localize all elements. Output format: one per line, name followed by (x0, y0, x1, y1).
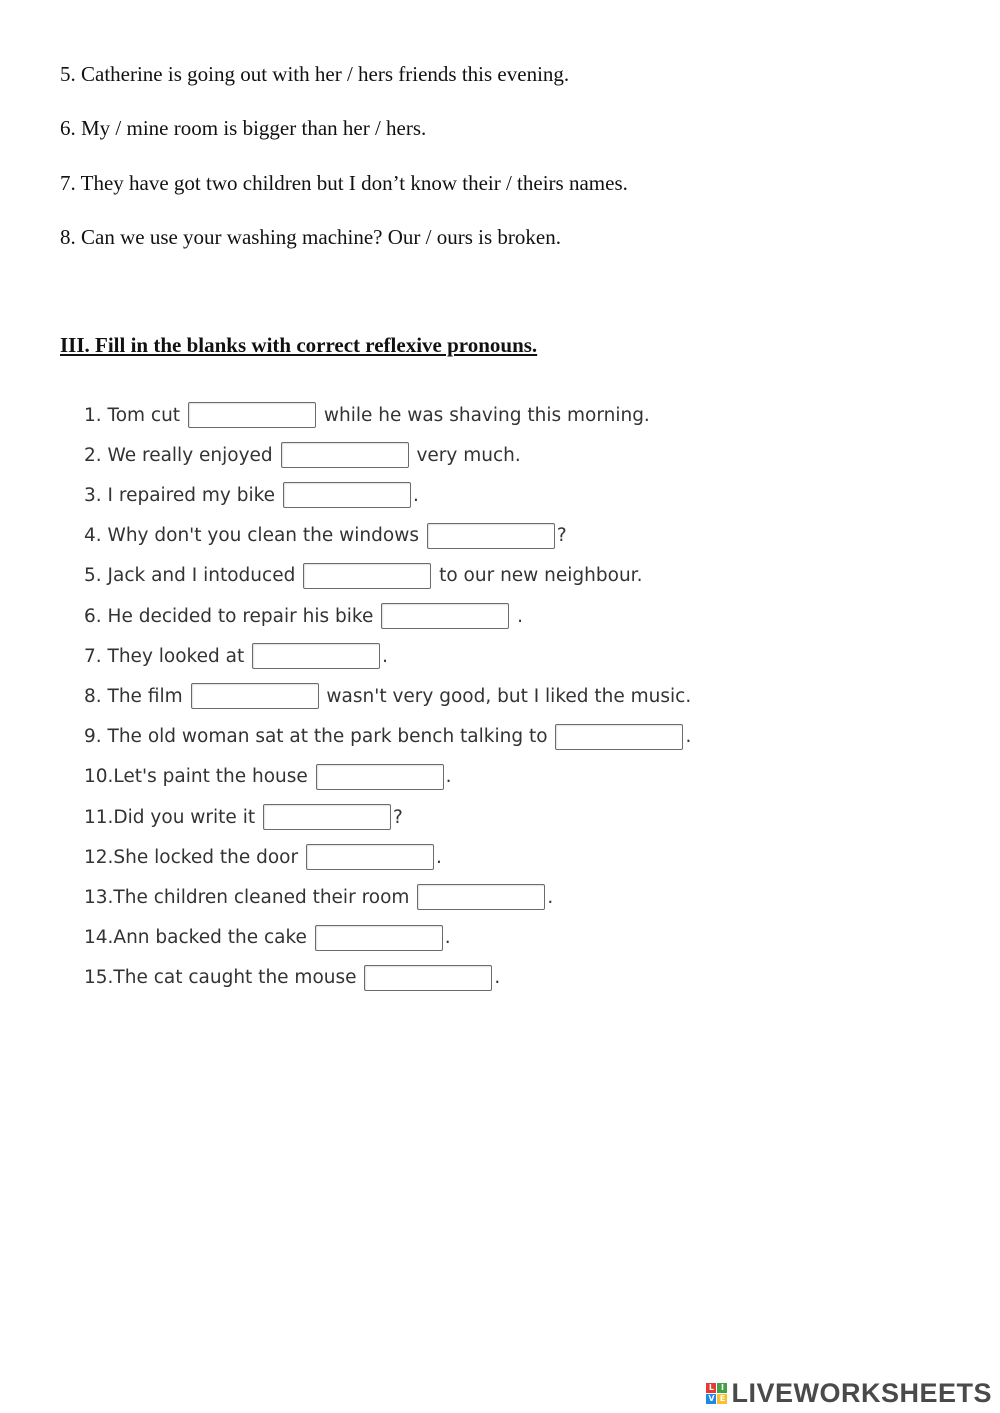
exercise-text-before: 9. The old woman sat at the park bench talking to (84, 726, 554, 748)
exercise-item-10 (84, 763, 452, 791)
exercise-text-after: . (444, 927, 451, 949)
exercise-text-after: . (511, 605, 523, 627)
answer-field-11[interactable] (263, 804, 391, 830)
answer-field-6[interactable] (381, 603, 509, 629)
exercise-item-8 (84, 682, 691, 710)
logo-mark-tile: V (708, 1394, 715, 1403)
exercise-text-after: wasn't very good, but I liked the music. (320, 685, 692, 707)
exercise-text-before: 11.Did you write it (84, 806, 261, 828)
exercise-text-before: 7. They looked at (84, 645, 251, 667)
exercise-text-before: 4. Why don't you clean the windows (84, 525, 425, 547)
sentence-7: 7. They have got two children but I don’t know their / theirs names. (60, 171, 628, 195)
exercise-text-before: 5. Jack and I intoduced (84, 565, 302, 587)
answer-field-7[interactable] (252, 643, 380, 669)
exercise-text-before: 14.Ann backed the cake (84, 927, 313, 949)
exercise-text-before: 10.Let's paint the house (84, 766, 314, 788)
exercise-text-after: while he was shaving this morning. (317, 404, 650, 426)
exercise-item-2 (84, 441, 521, 469)
sentence-8: 8. Can we use your washing machine? Our / ours is broken. (60, 225, 561, 249)
answer-field-9[interactable] (555, 724, 683, 750)
exercise-text-before: 8. The film (84, 685, 189, 707)
exercise-text-after: to our new neighbour. (433, 565, 643, 587)
exercise-text-before: 3. I repaired my bike (84, 484, 281, 506)
answer-field-2[interactable] (281, 442, 409, 468)
exercise-item-14 (84, 924, 451, 952)
exercise-text-after: ? (392, 806, 403, 828)
exercise-item-11 (84, 803, 403, 831)
answer-field-14[interactable] (315, 925, 443, 951)
exercise-text-before: 12.She locked the door (84, 846, 304, 868)
exercise-item-13 (84, 883, 553, 911)
exercise-item-15 (84, 964, 500, 992)
exercise-text-after: . (382, 645, 388, 667)
answer-field-5[interactable] (303, 563, 431, 589)
exercise-text-before: 1. Tom cut (84, 404, 186, 426)
logo-mark-icon (706, 1383, 727, 1404)
answer-field-10[interactable] (316, 764, 444, 790)
exercise-text-after: . (412, 484, 419, 506)
answer-field-3[interactable] (283, 482, 411, 508)
answer-field-8[interactable] (191, 683, 319, 709)
logo-text: LIVEWORKSHEETS (731, 1378, 992, 1408)
exercise-text-after: . (547, 886, 554, 908)
exercise-item-4 (84, 522, 567, 550)
liveworksheets-logo (706, 1378, 992, 1409)
exercise-text-after: . (435, 846, 442, 868)
answer-field-15[interactable] (364, 965, 492, 991)
exercise-text-after: . (445, 766, 452, 788)
answer-field-1[interactable] (188, 402, 316, 428)
exercise-text-after: . (494, 967, 501, 989)
logo-mark-tile: L (706, 1383, 716, 1393)
sentence-5: 5. Catherine is going out with her / hers friends this evening. (60, 62, 570, 86)
logo-mark-tile: E (717, 1394, 727, 1404)
exercise-item-6 (84, 602, 523, 630)
exercise-text-after: very much. (410, 444, 521, 466)
exercise-item-3 (84, 481, 419, 509)
section-heading: III. Fill in the blanks with correct reflexive pronouns. (60, 333, 538, 357)
exercise-text-before: 2. We really enjoyed (84, 444, 279, 466)
exercise-item-9 (84, 723, 691, 751)
exercise-item-5 (84, 562, 642, 590)
exercise-text-after: . (685, 726, 692, 748)
exercise-text-after: ? (556, 525, 567, 547)
sentence-6: 6. My / mine room is bigger than her / hers. (60, 116, 427, 140)
exercise-item-7 (84, 642, 388, 670)
exercise-text-before: 6. He decided to repair his bike (84, 605, 380, 627)
exercise-text-before: 15.The cat caught the mouse (84, 967, 363, 989)
exercise-text-before: 13.The children cleaned their room (84, 886, 416, 908)
answer-field-4[interactable] (427, 523, 555, 549)
answer-field-12[interactable] (306, 844, 434, 870)
answer-field-13[interactable] (417, 884, 545, 910)
exercise-item-12 (84, 843, 442, 871)
exercise-item-1 (84, 401, 650, 429)
logo-mark-tile: I (717, 1383, 727, 1393)
